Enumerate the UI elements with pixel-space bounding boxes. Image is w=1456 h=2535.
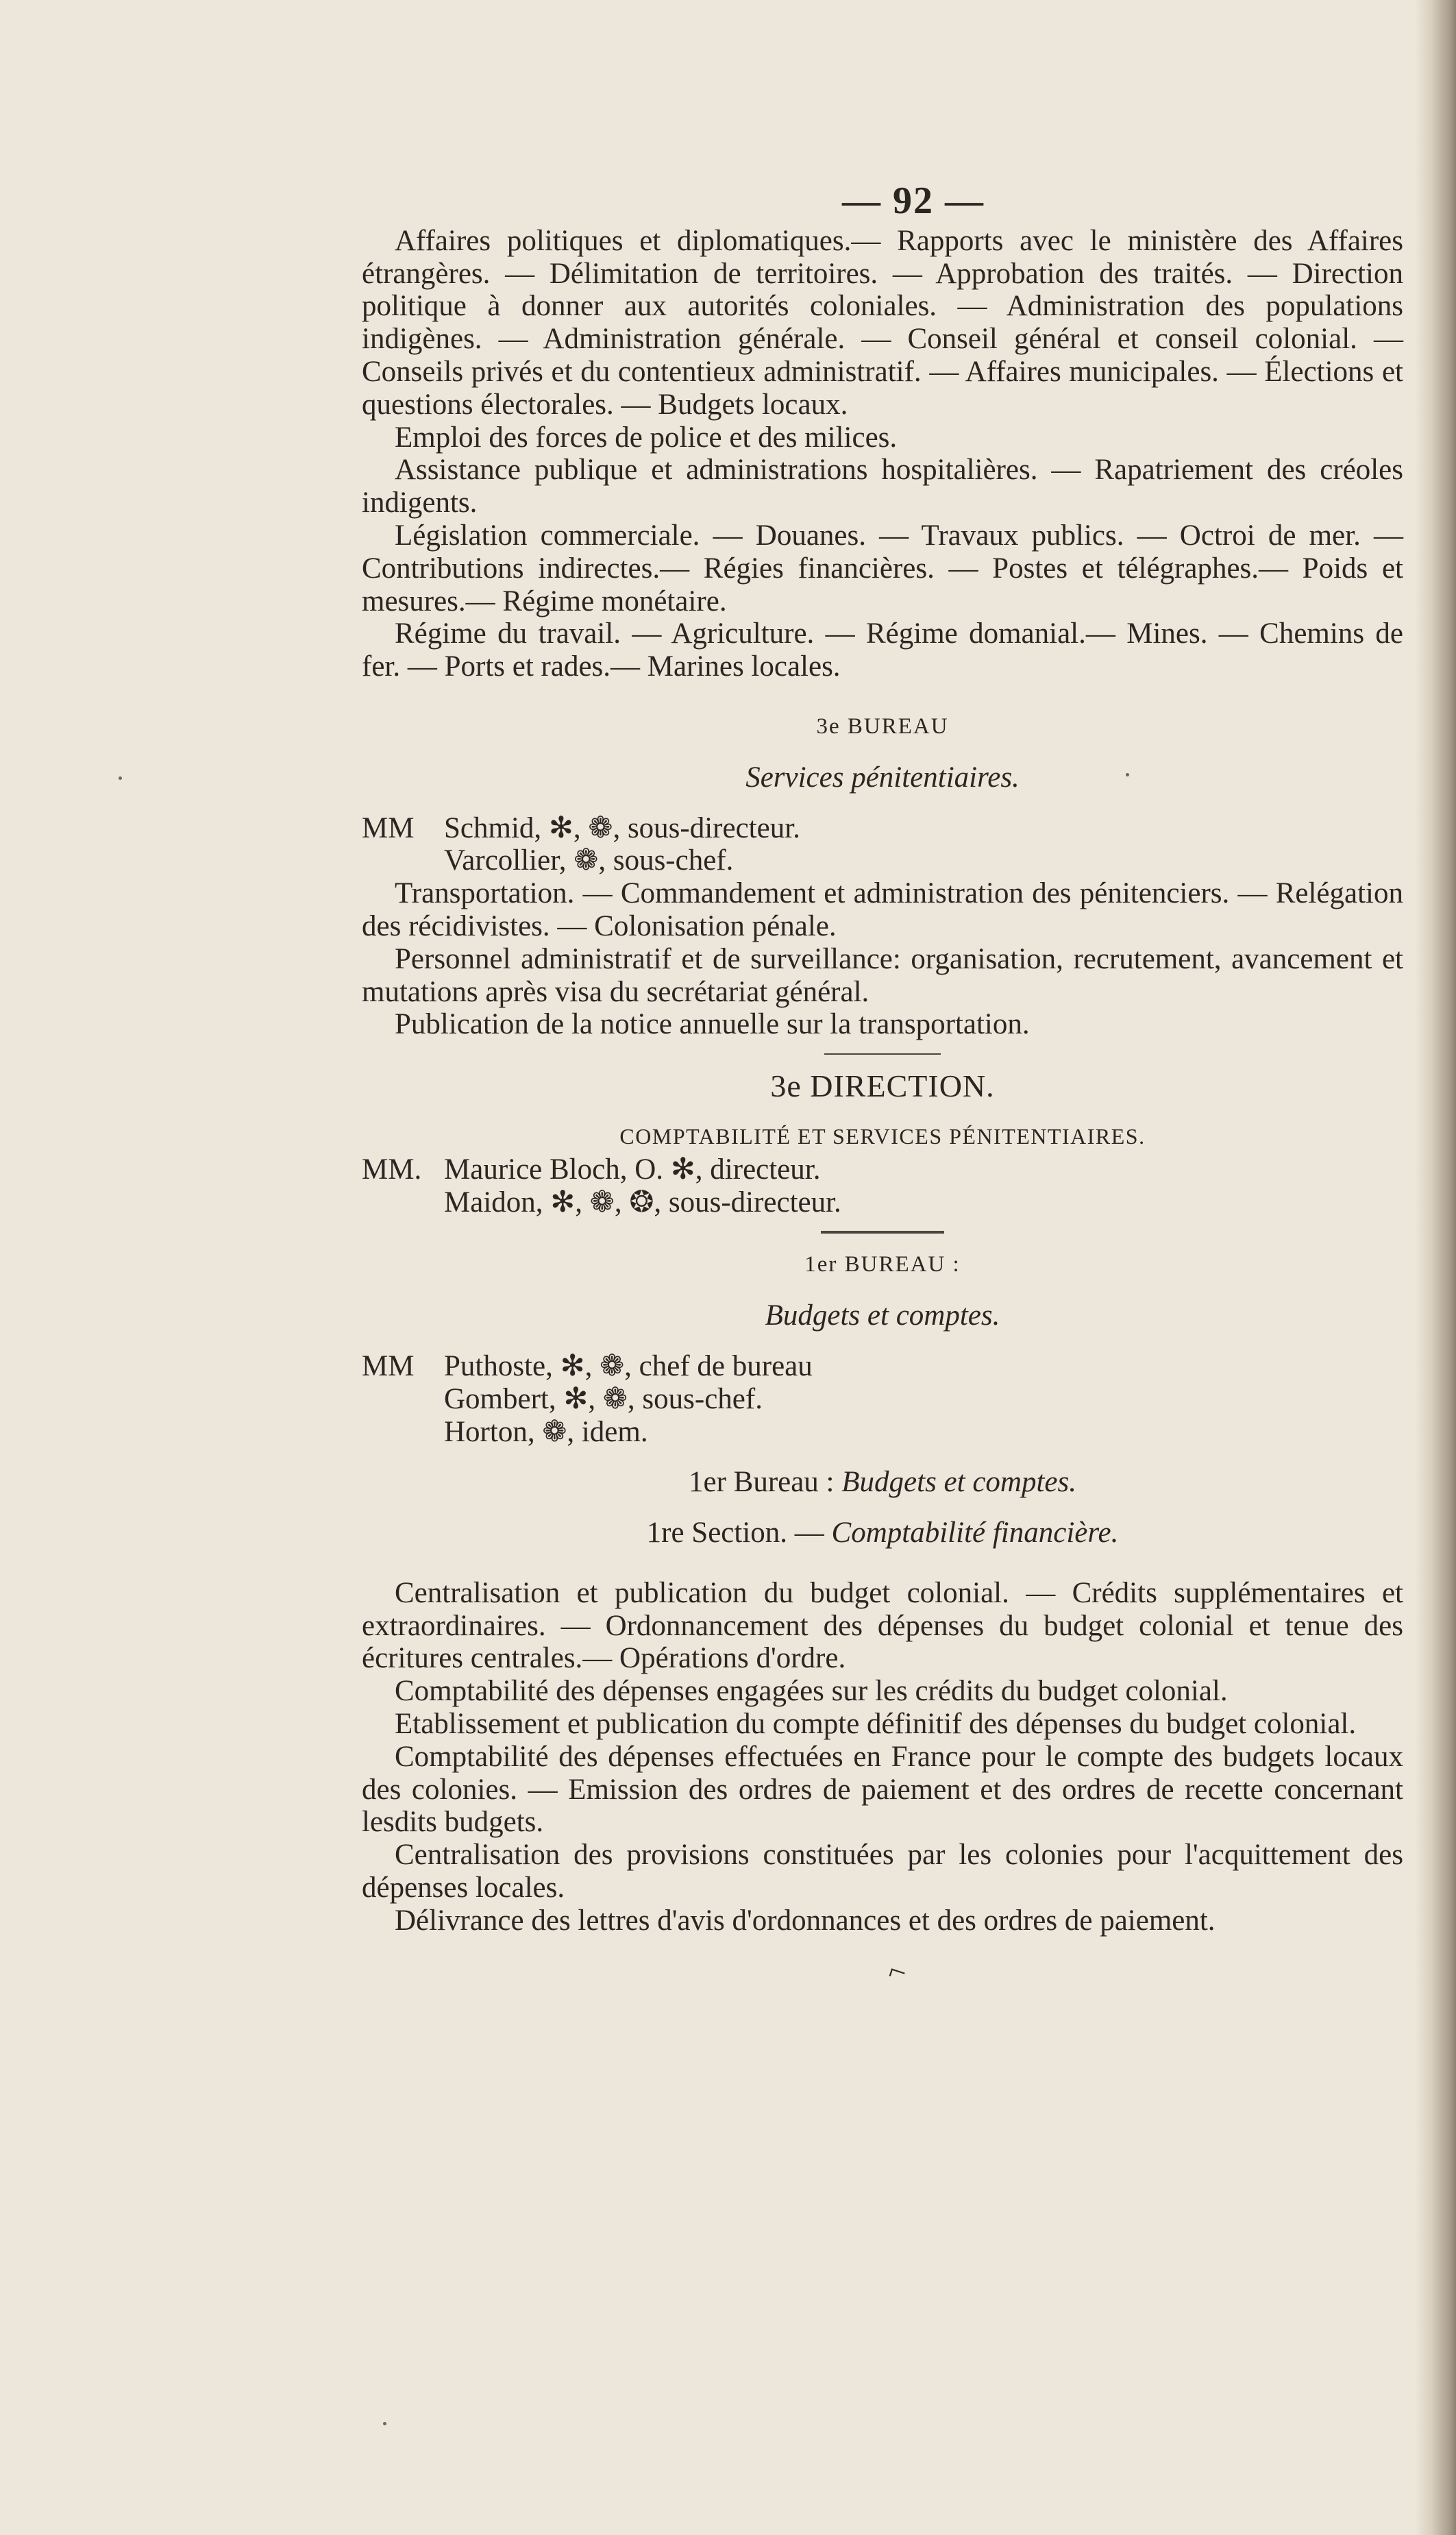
direction-subheading: COMPTABILITÉ ET SERVICES PÉNITENTIAIRES.	[619, 1123, 1146, 1149]
paragraph: Régime du travail. — Agriculture. — Régime domanial.— Mines. — Chemins de fer. — Ports et rades.— Marines locales.	[362, 617, 1403, 683]
paragraph: Personnel administratif et de surveillance: organisation, recrutement, avancement et mutations après visa du secrétariat général.	[362, 942, 1403, 1008]
subsection-title: 1re Section. — Comptabilité financière.	[646, 1517, 1119, 1550]
page-edge-shadow	[1415, 0, 1456, 2535]
paragraph: Législation commerciale. — Douanes. — Travaux publics. — Octroi de mer. — Contributions indirectes.— Régies financières. — Postes et télégraphes.— Poids et mesures.— Régime monétaire.	[362, 519, 1403, 617]
paragraph: Emploi des forces de police et des milices.	[395, 421, 898, 454]
paragraph: Centralisation et publication du budget colonial. — Crédits supplémentaires et extraordinaires. — Ordonnancement des dépenses du budget colonial et tenue des écritures centrales.— Opérations d'ordre.	[362, 1576, 1403, 1675]
staff-entry: Maidon, ✻, ❁, ❂, sous-directeur.	[444, 1186, 841, 1218]
divider-rule	[821, 1231, 944, 1234]
paragraph: Etablissement et publication du compte définitif des dépenses du budget colonial.	[395, 1708, 1357, 1741]
end-flourish-icon: ⌐	[885, 1952, 911, 1990]
section-title: 1er Bureau : Budgets et comptes.	[688, 1466, 1076, 1499]
paragraph: Assistance publique et administrations hospitalières. — Rapatriement des créoles indigents.	[362, 454, 1403, 519]
staff-entry: MM Schmid, ✻, ❁, sous-directeur.	[362, 811, 800, 844]
section-heading: 3e BUREAU	[816, 713, 949, 739]
paragraph: Comptabilité des dépenses effectuées en France pour le compte des budgets locaux des colonies. — Emission des ordres de paiement et des ordres de recette concernant lesdits budgets.	[362, 1740, 1403, 1839]
paper-speck	[383, 2422, 386, 2425]
paragraph: Publication de la notice annuelle sur la transportation.	[395, 1008, 1030, 1041]
paragraph: Affaires politiques et diplomatiques.— Rapports avec le ministère des Affaires étrangères. — Délimitation de territoires. — Approbation des traités. — Direction politique à donner aux autorités coloniales. — Administration des populations indigènes. — Administration générale. — Conseil général et conseil colonial. — Conseils privés et du contentieux administratif. — Affaires municipales. — Élections et questions électorales. — Budgets locaux.	[362, 224, 1403, 421]
section-subtitle: Services pénitentiaires.	[745, 761, 1020, 794]
paragraph: Délivrance des lettres d'avis d'ordonnances et des ordres de paiement.	[395, 1904, 1216, 1937]
staff-entry: MM Puthoste, ✻, ❁, chef de bureau	[362, 1349, 813, 1382]
paragraph: Transportation. — Commandement et administration des pénitenciers. — Relégation des récidivistes. — Colonisation pénale.	[362, 877, 1403, 942]
paper-speck	[119, 776, 122, 780]
page-number: — 92 —	[842, 180, 985, 222]
staff-entry: Gombert, ✻, ❁, sous-chef.	[444, 1382, 763, 1415]
staff-entry: Varcollier, ❁, sous-chef.	[444, 844, 734, 877]
paragraph: Comptabilité des dépenses engagées sur les crédits du budget colonial.	[395, 1675, 1228, 1708]
staff-entry: Horton, ❁, idem.	[444, 1415, 648, 1448]
paragraph: Centralisation des provisions constituées par les colonies pour l'acquittement des dépenses locales.	[362, 1839, 1403, 1905]
section-subtitle: Budgets et comptes.	[765, 1299, 1000, 1332]
staff-entry: MM. Maurice Bloch, O. ✻, directeur.	[362, 1153, 821, 1186]
divider-rule	[824, 1053, 941, 1055]
direction-heading: 3e DIRECTION.	[770, 1068, 995, 1104]
section-heading: 1er BUREAU :	[804, 1252, 961, 1277]
document-page	[362, 180, 1403, 1990]
